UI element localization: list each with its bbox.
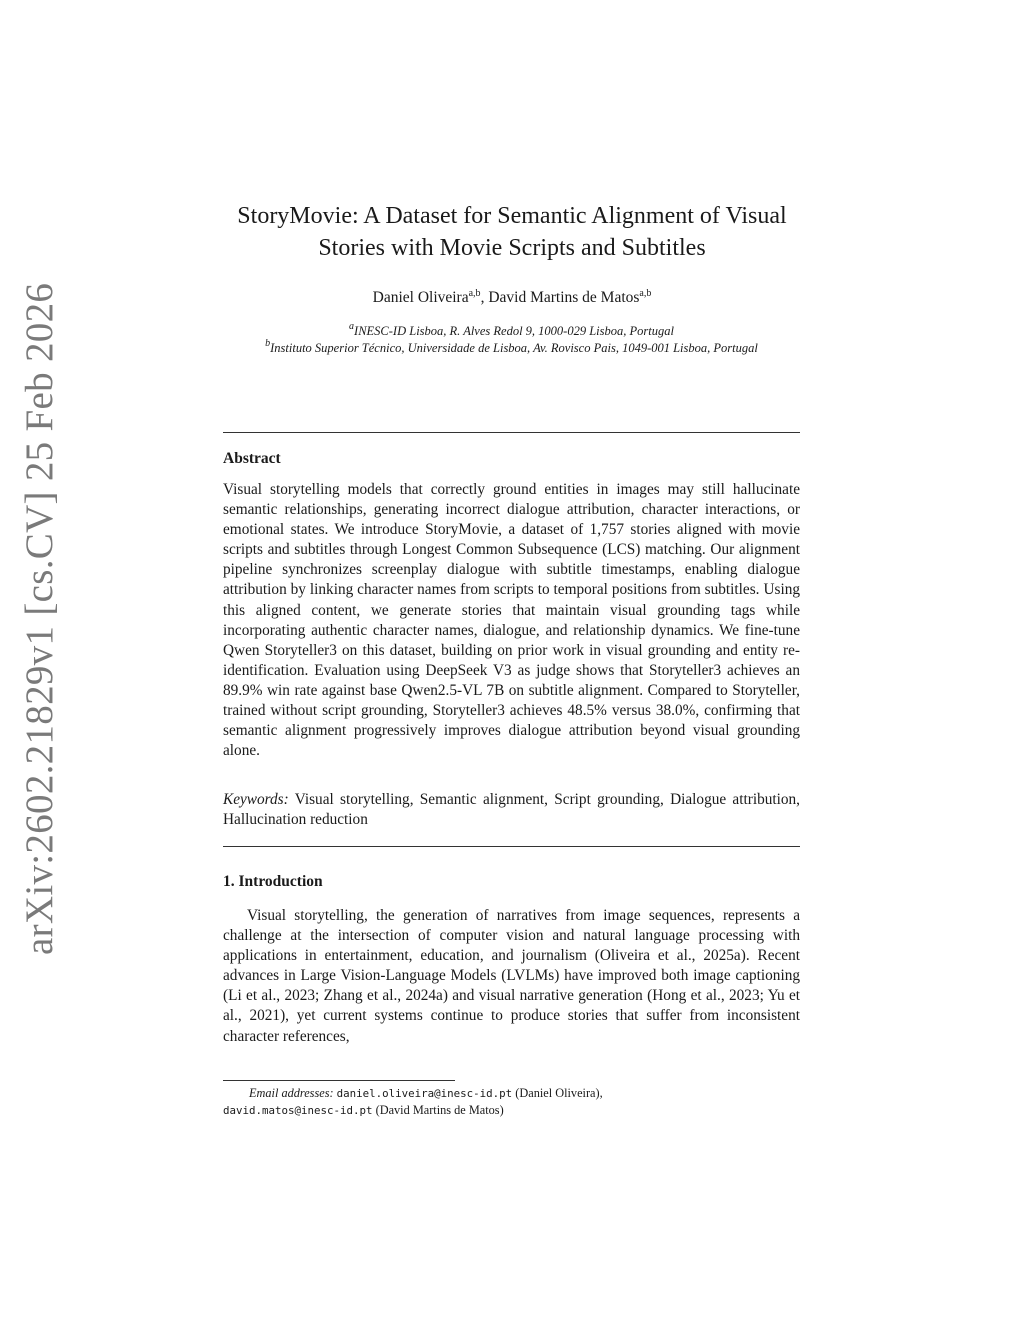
footnote-emails: [223, 1085, 800, 1119]
keywords-label: Keywords:: [223, 791, 289, 808]
email-owner-1: (Daniel Oliveira),: [515, 1086, 603, 1100]
author-name: Daniel Oliveira: [372, 289, 469, 306]
author-separator: ,: [480, 289, 489, 306]
affiliation-b: [223, 340, 800, 357]
author-name: David Martins de Matos: [488, 289, 640, 306]
abstract-top-rule: [223, 432, 800, 433]
author-affil-mark: a,b: [468, 288, 481, 299]
affil-mark: b: [265, 338, 271, 349]
email-link-1[interactable]: daniel.oliveira@inesc-id.pt: [336, 1087, 513, 1100]
keywords: [223, 790, 800, 830]
affil-mark: a: [349, 321, 355, 332]
keywords-text: Visual storytelling, Semantic alignment, Script grounding, Dialogue attribution, Hallucination reduction: [223, 791, 800, 829]
introduction-paragraph: Visual storytelling, the generation of narratives from image sequences, represents a challenge at the intersection of computer vision and natural language processing with applications in entertainment, education, and journalism (Oliveira et al., 2025a). Recent advances in Large Vision-Language Models (LVLMs) have improved both image captioning (Li et al., 2023; Zhang et al., 2024a) and visual narrative generation (Hong et al., 2023; Yu et al., 2021), yet current systems continue to produce stories that suffer from inconsistent character references,: [223, 907, 800, 1045]
section-heading-introduction: 1. Introduction: [223, 873, 323, 890]
email-link-2[interactable]: david.matos@inesc-id.pt: [223, 1104, 373, 1117]
affiliation-a: [223, 323, 800, 340]
abstract-heading: Abstract: [223, 450, 281, 467]
author-list: [200, 289, 824, 307]
title-line-1: StoryMovie: A Dataset for Semantic Alignment of Visual: [237, 203, 787, 229]
paper-title: [200, 200, 824, 264]
affiliations: [223, 323, 800, 357]
author-affil-mark: a,b: [639, 288, 652, 299]
footnote-line-1: [223, 1085, 800, 1102]
title-line-2: Stories with Movie Scripts and Subtitles: [318, 235, 706, 261]
footnote-line-2: [223, 1102, 800, 1119]
footnote-label: Email addresses:: [249, 1086, 334, 1100]
email-owner-2: (David Martins de Matos): [375, 1103, 504, 1117]
arxiv-identifier: arXiv:2602.21829v1 [cs.CV] 25 Feb 2026: [18, 282, 61, 955]
affil-text: INESC-ID Lisboa, R. Alves Redol 9, 1000-029 Lisboa, Portugal: [354, 324, 674, 338]
abstract-bottom-rule: [223, 846, 800, 847]
affil-text: Instituto Superior Técnico, Universidade de Lisboa, Av. Rovisco Pais, 1049-001 Lisboa, Portugal: [270, 341, 758, 355]
footnote-rule: [223, 1080, 455, 1081]
abstract-text: Visual storytelling models that correctly ground entities in images may still hallucinate semantic relationships, generating incorrect dialogue attribution, character interactions, or emotional states. We introduce StoryMovie, a dataset of 1,757 stories aligned with movie scripts and subtitles through Longest Common Subsequence (LCS) matching. Our alignment pipeline synchronizes screenplay dialogue with subtitle timestamps, enabling dialogue attribution by linking character names from scripts to temporal positions from subtitles. Using this aligned content, we generate stories that maintain visual grounding tags while incorporating authentic character names, dialogue, and relationship dynamics. We fine-tune Qwen Storyteller3 on this dataset, building on prior work in visual grounding and entity re-identification. Evaluation using DeepSeek V3 as judge shows that Storyteller3 achieves an 89.9% win rate against base Qwen2.5-VL 7B on subtitle alignment. Compared to Storyteller, trained without script grounding, Storyteller3 achieves 48.5% versus 38.0%, confirming that semantic alignment progressively improves dialogue attribution beyond visual grounding alone.: [223, 481, 800, 760]
